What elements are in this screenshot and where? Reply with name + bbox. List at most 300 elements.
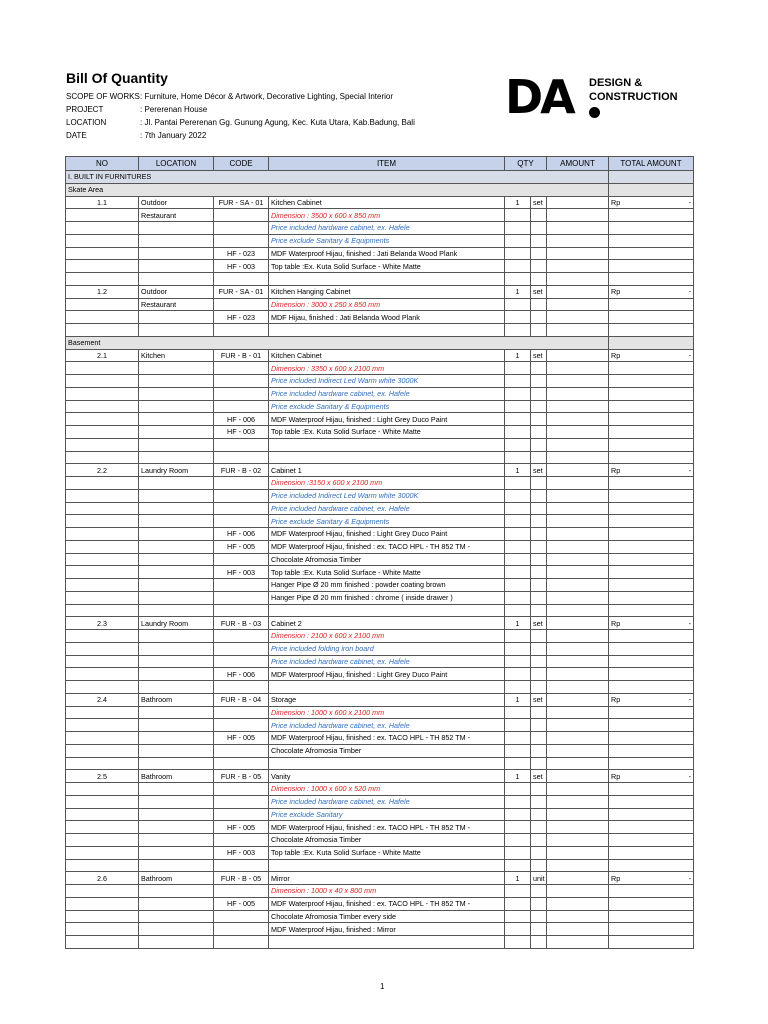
- currency-value: [611, 618, 691, 629]
- cell-no: [66, 719, 139, 732]
- cell-qty: [505, 655, 531, 668]
- cell-qty: [505, 260, 531, 273]
- cell-location: [139, 795, 214, 808]
- cell-total-amount: [609, 719, 694, 732]
- cell-item: Kitchen Cabinet: [269, 196, 505, 209]
- cell-item: Kitchen Cabinet: [269, 349, 505, 362]
- col-header-no: NO: [66, 157, 139, 171]
- cell-amount: [547, 617, 609, 630]
- cell-amount: [547, 834, 609, 847]
- cell-item: Cabinet 1: [269, 464, 505, 477]
- cell-no: [66, 222, 139, 235]
- currency-value: [611, 350, 691, 361]
- cell-qty: [505, 642, 531, 655]
- currency-label: Rp: [611, 287, 621, 297]
- cell-total-amount: [609, 630, 694, 643]
- cell-item: MDF Waterproof Hijau, finished : Jati Belanda Wood Plank: [269, 247, 505, 260]
- table-row: [66, 642, 694, 655]
- cell-no: [66, 885, 139, 898]
- cell-total-amount: [609, 387, 694, 400]
- cell-amount: [547, 872, 609, 885]
- cell-unit: [531, 553, 547, 566]
- cell-location: [139, 744, 214, 757]
- cell-total-amount: [609, 910, 694, 923]
- cell-item: Chocolate Afromosia Timber every side: [269, 910, 505, 923]
- cell-code: HF - 023: [214, 311, 269, 324]
- cell-unit: [531, 936, 547, 949]
- cell-location: [139, 783, 214, 796]
- cell-item: Dimension : 2100 x 600 x 2100 mm: [269, 630, 505, 643]
- currency-label: Rp: [611, 873, 621, 883]
- table-body: [66, 171, 694, 949]
- cell-total-amount: [609, 757, 694, 770]
- cell-qty: [505, 234, 531, 247]
- cell-location: Kitchen: [139, 349, 214, 362]
- cell-unit: [531, 732, 547, 745]
- cell-no: [66, 375, 139, 388]
- cell-location: [139, 260, 214, 273]
- cell-no: [66, 795, 139, 808]
- cell-unit: [531, 859, 547, 872]
- cell-no: [66, 757, 139, 770]
- cell-amount: [547, 604, 609, 617]
- cell-qty: [505, 834, 531, 847]
- cell-unit: [531, 387, 547, 400]
- cell-qty: [505, 489, 531, 502]
- cell-amount: [547, 757, 609, 770]
- logo-mark: DA: [505, 70, 573, 124]
- cell-amount: [547, 222, 609, 235]
- col-header-code: CODE: [214, 157, 269, 171]
- company-logo: [505, 70, 705, 124]
- cell-unit: [531, 910, 547, 923]
- cell-amount: [547, 795, 609, 808]
- cell-location: Bathroom: [139, 872, 214, 885]
- cell-item: [269, 438, 505, 451]
- cell-unit: [531, 451, 547, 464]
- cell-code: HF - 006: [214, 668, 269, 681]
- table-row: [66, 808, 694, 821]
- cell-item: Price exclude Sanitary & Equipments: [269, 400, 505, 413]
- cell-unit: [531, 426, 547, 439]
- cell-unit: [531, 834, 547, 847]
- table-row: [66, 579, 694, 592]
- cell-unit: [531, 846, 547, 859]
- cell-item: Cabinet 2: [269, 617, 505, 630]
- cell-no: [66, 706, 139, 719]
- cell-amount: [547, 681, 609, 694]
- cell-code: [214, 783, 269, 796]
- page-number: 1: [380, 982, 385, 991]
- cell-total-amount: [609, 553, 694, 566]
- cell-qty: 1: [505, 872, 531, 885]
- cell-no: [66, 515, 139, 528]
- cell-location: Bathroom: [139, 770, 214, 783]
- cell-qty: [505, 209, 531, 222]
- table-row: [66, 464, 694, 477]
- cell-unit: [531, 885, 547, 898]
- cell-unit: [531, 821, 547, 834]
- cell-code: [214, 719, 269, 732]
- cell-no: [66, 808, 139, 821]
- cell-unit: set: [531, 617, 547, 630]
- table-row: [66, 311, 694, 324]
- cell-total-amount: [609, 209, 694, 222]
- cell-unit: [531, 528, 547, 541]
- cell-unit: [531, 247, 547, 260]
- cell-amount: [547, 324, 609, 337]
- cell-item: [269, 451, 505, 464]
- cell-no: [66, 604, 139, 617]
- cell-no: [66, 630, 139, 643]
- cell-location: [139, 681, 214, 694]
- cell-no: [66, 362, 139, 375]
- cell-code: [214, 757, 269, 770]
- cell-code: [214, 375, 269, 388]
- table-row: [66, 821, 694, 834]
- cell-no: [66, 553, 139, 566]
- cell-location: [139, 897, 214, 910]
- cell-no: [66, 579, 139, 592]
- cell-qty: [505, 438, 531, 451]
- cell-amount: [547, 234, 609, 247]
- table-row: [66, 719, 694, 732]
- cell-unit: set: [531, 285, 547, 298]
- cell-item: Price exclude Sanitary & Equipments: [269, 234, 505, 247]
- cell-no: [66, 821, 139, 834]
- cell-no: [66, 426, 139, 439]
- cell-no: [66, 897, 139, 910]
- cell-location: [139, 936, 214, 949]
- cell-amount: [547, 477, 609, 490]
- cell-amount: [547, 744, 609, 757]
- currency-label: Rp: [611, 695, 621, 705]
- cell-item: MDF Waterproof Hijau, finished : ex. TACO HPL - TH 852 TM -: [269, 732, 505, 745]
- cell-total-amount: [609, 413, 694, 426]
- cell-location: [139, 540, 214, 553]
- cell-item: Chocolate Afromosia Timber: [269, 744, 505, 757]
- cell-unit: [531, 502, 547, 515]
- col-header-amount: AMOUNT: [547, 157, 609, 171]
- cell-item: Price included hardware cabinet, ex. Hafele: [269, 387, 505, 400]
- cell-qty: [505, 502, 531, 515]
- cell-no: [66, 489, 139, 502]
- cell-unit: set: [531, 770, 547, 783]
- meta-location: [66, 116, 415, 129]
- cell-unit: [531, 260, 547, 273]
- cell-code: [214, 923, 269, 936]
- cell-total-amount: [609, 273, 694, 286]
- cell-no: [66, 311, 139, 324]
- table-row: [66, 285, 694, 298]
- table-row: [66, 234, 694, 247]
- table-row: [66, 515, 694, 528]
- cell-code: FUR - B - 04: [214, 693, 269, 706]
- meta-project: [66, 103, 415, 116]
- cell-qty: [505, 553, 531, 566]
- cell-amount: [547, 732, 609, 745]
- cell-qty: [505, 744, 531, 757]
- cell-qty: [505, 298, 531, 311]
- cell-amount: [547, 642, 609, 655]
- cell-location: [139, 566, 214, 579]
- table-header-row: [66, 157, 694, 171]
- cell-location: [139, 387, 214, 400]
- cell-code: HF - 005: [214, 540, 269, 553]
- currency-label: Rp: [611, 771, 621, 781]
- cell-unit: [531, 489, 547, 502]
- cell-item: [269, 604, 505, 617]
- table-row: [66, 400, 694, 413]
- cell-amount: [547, 821, 609, 834]
- cell-location: [139, 362, 214, 375]
- table-row: [66, 553, 694, 566]
- cell-total-amount: [609, 311, 694, 324]
- table-row: [66, 923, 694, 936]
- cell-location: [139, 923, 214, 936]
- cell-item: MDF Waterproof Hijau, finished : ex. TACO HPL - TH 852 TM -: [269, 540, 505, 553]
- total-value: -: [688, 873, 692, 883]
- cell-amount: [547, 846, 609, 859]
- table-row: [66, 732, 694, 745]
- cell-unit: [531, 400, 547, 413]
- cell-no: [66, 502, 139, 515]
- cell-item: Dimension : 1000 x 40 x 800 mm: [269, 885, 505, 898]
- table-row: [66, 591, 694, 604]
- cell-total-amount: [609, 260, 694, 273]
- table-row: [66, 247, 694, 260]
- cell-no: [66, 528, 139, 541]
- cell-amount: [547, 859, 609, 872]
- cell-no: [66, 732, 139, 745]
- table-row: [66, 795, 694, 808]
- cell-code: [214, 489, 269, 502]
- cell-amount: [547, 719, 609, 732]
- cell-total-amount: [609, 923, 694, 936]
- cell-qty: [505, 566, 531, 579]
- cell-unit: [531, 540, 547, 553]
- currency-value: [611, 286, 691, 297]
- cell-amount: [547, 668, 609, 681]
- cell-item: Chocolate Afromosia Timber: [269, 553, 505, 566]
- table-row: [66, 706, 694, 719]
- currency-value: [611, 873, 691, 884]
- cell-qty: [505, 540, 531, 553]
- cell-amount: [547, 502, 609, 515]
- cell-qty: [505, 324, 531, 337]
- cell-total-amount: [609, 579, 694, 592]
- cell-amount: [547, 630, 609, 643]
- cell-unit: [531, 604, 547, 617]
- cell-code: [214, 438, 269, 451]
- cell-code: [214, 324, 269, 337]
- cell-unit: [531, 413, 547, 426]
- cell-no: [66, 681, 139, 694]
- table-row: [66, 757, 694, 770]
- cell-item: Kitchen Hanging Cabinet: [269, 285, 505, 298]
- cell-location: [139, 668, 214, 681]
- cell-amount: [547, 426, 609, 439]
- cell-item: Price exclude Sanitary & Equipments: [269, 515, 505, 528]
- cell-total-amount: [609, 642, 694, 655]
- cell-location: [139, 375, 214, 388]
- table-row: [66, 681, 694, 694]
- table-row: [66, 770, 694, 783]
- table-row: [66, 693, 694, 706]
- cell-total-amount: [609, 349, 694, 362]
- logo-line-2: CONSTRUCTION: [589, 91, 678, 103]
- cell-qty: [505, 859, 531, 872]
- meta-date: [66, 129, 415, 142]
- cell-total-amount: [609, 897, 694, 910]
- cell-code: HF - 003: [214, 426, 269, 439]
- cell-total-amount: [609, 681, 694, 694]
- currency-label: Rp: [611, 350, 621, 360]
- cell-code: [214, 515, 269, 528]
- cell-item: MDF Waterproof Hijau, finished : ex. TACO HPL - TH 852 TM -: [269, 897, 505, 910]
- cell-code: FUR - B - 05: [214, 770, 269, 783]
- cell-code: [214, 706, 269, 719]
- cell-item: MDF Waterproof Hijau, finished : Light Grey Duco Paint: [269, 413, 505, 426]
- cell-amount: [547, 273, 609, 286]
- table-row: [66, 872, 694, 885]
- cell-location: [139, 834, 214, 847]
- cell-location: Restaurant: [139, 209, 214, 222]
- table-row: [66, 438, 694, 451]
- cell-code: HF - 006: [214, 528, 269, 541]
- cell-total-amount: [609, 285, 694, 298]
- currency-label: Rp: [611, 197, 621, 207]
- cell-item: Top table :Ex. Kuta Solid Surface - White Matte: [269, 566, 505, 579]
- cell-code: [214, 553, 269, 566]
- cell-location: [139, 591, 214, 604]
- cell-no: [66, 744, 139, 757]
- col-header-total-amount: TOTAL AMOUNT: [609, 157, 694, 171]
- cell-qty: [505, 591, 531, 604]
- table-row: [66, 362, 694, 375]
- currency-value: [611, 771, 691, 782]
- cell-code: HF - 003: [214, 260, 269, 273]
- cell-code: [214, 834, 269, 847]
- cell-amount: [547, 196, 609, 209]
- bill-of-quantity-table: [65, 156, 694, 949]
- cell-item: Dimension : 3350 x 600 x 2100 mm: [269, 362, 505, 375]
- cell-amount: [547, 579, 609, 592]
- cell-location: [139, 642, 214, 655]
- cell-total-amount: [609, 617, 694, 630]
- cell-unit: [531, 783, 547, 796]
- cell-no: 2.3: [66, 617, 139, 630]
- cell-qty: [505, 630, 531, 643]
- cell-unit: [531, 273, 547, 286]
- table-row: [66, 489, 694, 502]
- area-row: [66, 336, 694, 349]
- cell-total-amount: [609, 247, 694, 260]
- table-row: [66, 387, 694, 400]
- cell-qty: [505, 936, 531, 949]
- cell-code: [214, 209, 269, 222]
- cell-amount: [547, 540, 609, 553]
- cell-total-amount: [609, 400, 694, 413]
- cell-code: FUR - SA - 01: [214, 196, 269, 209]
- cell-total-amount: [609, 222, 694, 235]
- cell-code: [214, 936, 269, 949]
- cell-unit: [531, 438, 547, 451]
- total-value: -: [688, 771, 692, 781]
- cell-qty: [505, 719, 531, 732]
- cell-unit: set: [531, 693, 547, 706]
- cell-location: [139, 324, 214, 337]
- cell-total-amount: [609, 846, 694, 859]
- cell-location: [139, 553, 214, 566]
- cell-location: Laundry Room: [139, 617, 214, 630]
- cell-unit: [531, 298, 547, 311]
- cell-item: MDF Waterproof Hijau, finished : Mirror: [269, 923, 505, 936]
- cell-unit: set: [531, 196, 547, 209]
- cell-item: Dimension :3150 x 600 x 2100 mm: [269, 477, 505, 490]
- cell-code: [214, 451, 269, 464]
- cell-amount: [547, 528, 609, 541]
- cell-qty: [505, 451, 531, 464]
- cell-amount: [547, 387, 609, 400]
- cell-code: [214, 630, 269, 643]
- cell-unit: [531, 566, 547, 579]
- cell-qty: [505, 375, 531, 388]
- cell-location: [139, 234, 214, 247]
- cell-amount: [547, 209, 609, 222]
- col-header-qty: QTY: [505, 157, 547, 171]
- cell-total-amount: [609, 464, 694, 477]
- cell-total-amount: [609, 324, 694, 337]
- cell-unit: [531, 311, 547, 324]
- cell-qty: [505, 413, 531, 426]
- cell-location: [139, 846, 214, 859]
- cell-unit: [531, 222, 547, 235]
- cell-qty: [505, 885, 531, 898]
- cell-item: [269, 757, 505, 770]
- cell-location: [139, 706, 214, 719]
- section-heading: I. BUILT IN FURNITURES: [66, 171, 609, 184]
- cell-unit: [531, 795, 547, 808]
- cell-location: Outdoor: [139, 196, 214, 209]
- meta-scope: [66, 90, 415, 103]
- currency-value: [611, 694, 691, 705]
- cell-location: [139, 489, 214, 502]
- cell-amount: [547, 706, 609, 719]
- total-value: -: [688, 695, 692, 705]
- cell-amount: [547, 936, 609, 949]
- cell-no: 1.2: [66, 285, 139, 298]
- cell-location: [139, 885, 214, 898]
- cell-code: [214, 273, 269, 286]
- meta-value: : 7th January 2022: [140, 131, 207, 140]
- table-row: [66, 540, 694, 553]
- table-row: [66, 744, 694, 757]
- cell-total-amount: [609, 528, 694, 541]
- cell-code: FUR - B - 03: [214, 617, 269, 630]
- cell-unit: [531, 362, 547, 375]
- cell-qty: [505, 846, 531, 859]
- table-row: [66, 426, 694, 439]
- cell-code: FUR - B - 01: [214, 349, 269, 362]
- cell-code: FUR - SA - 01: [214, 285, 269, 298]
- cell-item: MDF Waterproof Hijau, finished : Light Grey Duco Paint: [269, 528, 505, 541]
- cell-item: Price included hardware cabinet, ex. Hafele: [269, 502, 505, 515]
- cell-location: [139, 579, 214, 592]
- cell-total-amount: [609, 477, 694, 490]
- cell-location: [139, 808, 214, 821]
- table-row: [66, 910, 694, 923]
